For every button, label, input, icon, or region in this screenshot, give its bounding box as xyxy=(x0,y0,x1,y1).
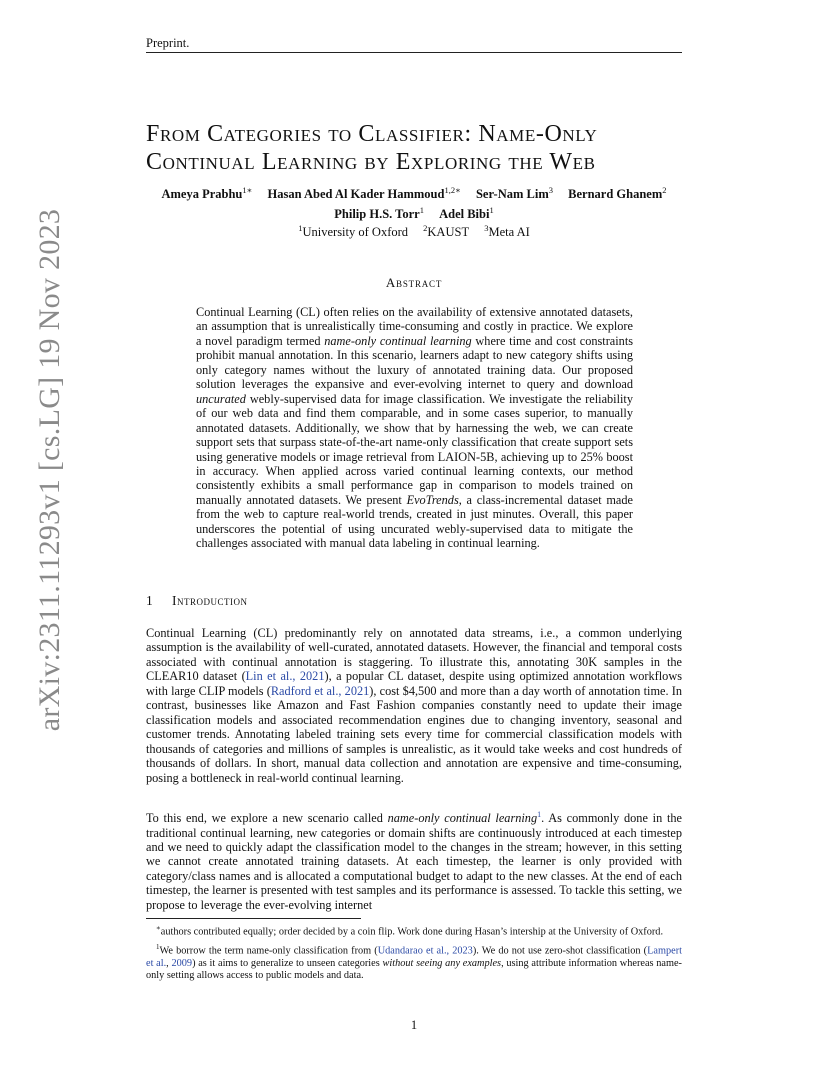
author: Ser-Nam Lim$^3$ xyxy=(475,185,554,202)
text-run: ), a popular CL dataset, despite using optimized annotation workflows with large CLIP models ( xyxy=(146,669,682,698)
text-run: We borrow the term name-only classification from ( xyxy=(159,945,378,957)
emphasized-text: EvoTrends xyxy=(406,492,459,507)
author-list xyxy=(120,182,708,222)
affiliation: $^1$University of Oxford xyxy=(298,223,409,240)
author: Philip H.S. Torr$^1$ xyxy=(334,205,424,222)
text-run: where time and cost constraints prohibit manual annotation. In this scenario, learners adapt to new category shifts using only category names without the luxury of annotated training data. Our proposed solution leverages the expansive and ever-evolving internet to query and download xyxy=(196,333,634,392)
citation-link[interactable]: Lampert et al. xyxy=(146,945,683,969)
intro-paragraph-1 xyxy=(146,626,682,785)
abstract-heading: Abstract xyxy=(385,275,443,290)
text-run: , a class-incremental dataset made from the web to capture real-world trends, created in just minutes. Overall, this paper underscores the potential of using uncurated webly-supervised data to mitigate the challenges associated with manual data labeling in continual learning. xyxy=(196,492,633,551)
text-run: webly-supervised data for image classification. We investigate the reliability of our web data and find them comparable, and in some cases superior, to manually annotated datasets. Additionally, we show that by harnessing the web, we can create support sets that surpass state-of-the-art name-only classification that create support sets using generative models or image retrieval from LAION-5B, achieving up to 25% boost in accuracy. When applied across varied continual learning contexts, our method consistently exhibits a small performance gap in comparison to models trained on manually annotated datasets. We present xyxy=(196,391,633,507)
paper-title xyxy=(146,120,686,176)
text-run: , xyxy=(166,957,172,969)
footnotes xyxy=(146,922,682,984)
author: Adel Bibi$^1$ xyxy=(439,205,494,222)
footnote-rule xyxy=(146,918,361,919)
citation-link[interactable]: Radford et al., 2021 xyxy=(270,683,370,698)
header-rule xyxy=(146,52,682,53)
section-number: 1 xyxy=(146,593,154,608)
affiliation-list xyxy=(120,220,708,240)
running-head: Preprint. xyxy=(146,36,190,50)
text-run: Continual Learning (CL) often relies on the availability of extensive annotated datasets, an assumption that is unrealistically time-consuming and costly in practice. We explore a novel paradigm termed xyxy=(196,305,633,348)
text-run: . As commonly done in the traditional continual learning, new categories or domain shifts are continuously introduced at each timestep and we need to quickly adapt the classification model to the changes in the stream; however, in this setting we cannot create annotated training datasets. At each timestep, the learner is only provided with category/class names and is allocated a computational budget to adapt to the new classes. At the end of each timestep, the learner is presented with test samples and its performance is assessed. To tackle this setting, we propose to leverage the ever-evolving internet xyxy=(146,811,682,912)
emphasized-text: without seeing any examples xyxy=(382,957,502,969)
page-number: 1 xyxy=(410,1018,418,1032)
footnote-equal-contribution: ∗authors contributed equally; order decided by a coin flip. Work done during Hasan’s intership at the University of Oxford. xyxy=(156,924,664,938)
text-run: , using attribute information whereas name-only setting allows access to public models and data. xyxy=(146,957,682,982)
arxiv-identifier-stamp: arXiv:2311.11293v1 [cs.LG] 19 Nov 2023 xyxy=(33,208,66,732)
emphasized-text: uncurated xyxy=(196,391,246,406)
citation-link[interactable]: Udandarao et al., 2023 xyxy=(377,945,473,957)
emphasized-text: name-only continual learning xyxy=(324,333,472,348)
citation-link[interactable]: 2009 xyxy=(171,957,193,969)
text-run: ) as it aims to generalize to unseen categories xyxy=(192,957,383,969)
author-row-1 xyxy=(120,182,708,202)
title-line-2: Continual Learning by Exploring the Web xyxy=(146,149,596,176)
text-run: ), cost $4,500 and more than a day worth of annotation time. In contrast, businesses like Amazon and Fast Fashion companies constantly need to update their image classification models and associated recommendation engines due to changing inventory, seasonal and customer trends. Annotating labeled training sets every time for commercial classification models with thousands of categories and millions of samples is unrealistic, as it would take weeks and cost hundreds of thousands of dollars. In short, manual data collection and annotation are expensive and time-consuming, posing a bottleneck in real-world continual learning. xyxy=(146,683,682,785)
footnote-name-only: $^1$We borrow the term name-only classification from (Udandarao et al., 2023). We do not use zero-shot classification (Lampert et al., 2009) as it aims to generalize to unseen categories without seeing any examples, using attribute information whereas name-only setting allows access to public models and data. xyxy=(146,942,683,982)
author: Hasan Abed Al Kader Hammoud$^{1,2∗}$ xyxy=(267,185,461,202)
affiliation: $^3$Meta AI xyxy=(484,223,530,240)
section-title: Introduction xyxy=(172,593,248,608)
author: Ameya Prabhu$^{1∗}$ xyxy=(161,185,253,202)
text-run: To this end, we explore a new scenario called xyxy=(146,811,388,826)
text-run: Continual Learning (CL) predominantly rely on annotated data streams, i.e., a common underlying assumption is the availability of well-curated, annotated datasets. However, the financial and temporal costs associated with continual annotation is staggering. To illustrate this, annotating 30K samples in the CLEAR10 dataset ( xyxy=(146,626,682,684)
footnote-marker[interactable]: 1 xyxy=(537,810,542,819)
author: Bernard Ghanem$^2$ xyxy=(568,185,667,202)
text-run: ). We do not use zero-shot classification ( xyxy=(472,945,648,957)
section-heading-introduction xyxy=(146,593,682,609)
citation-link[interactable]: Lin et al., 2021 xyxy=(245,669,325,684)
affiliation: $^2$KAUST xyxy=(423,223,470,240)
title-line-1: From Categories to Classifier: Name-Only xyxy=(146,121,598,148)
emphasized-text: name-only continual learning xyxy=(387,811,538,826)
intro-paragraph-2 xyxy=(146,808,682,912)
abstract-body xyxy=(196,305,633,551)
